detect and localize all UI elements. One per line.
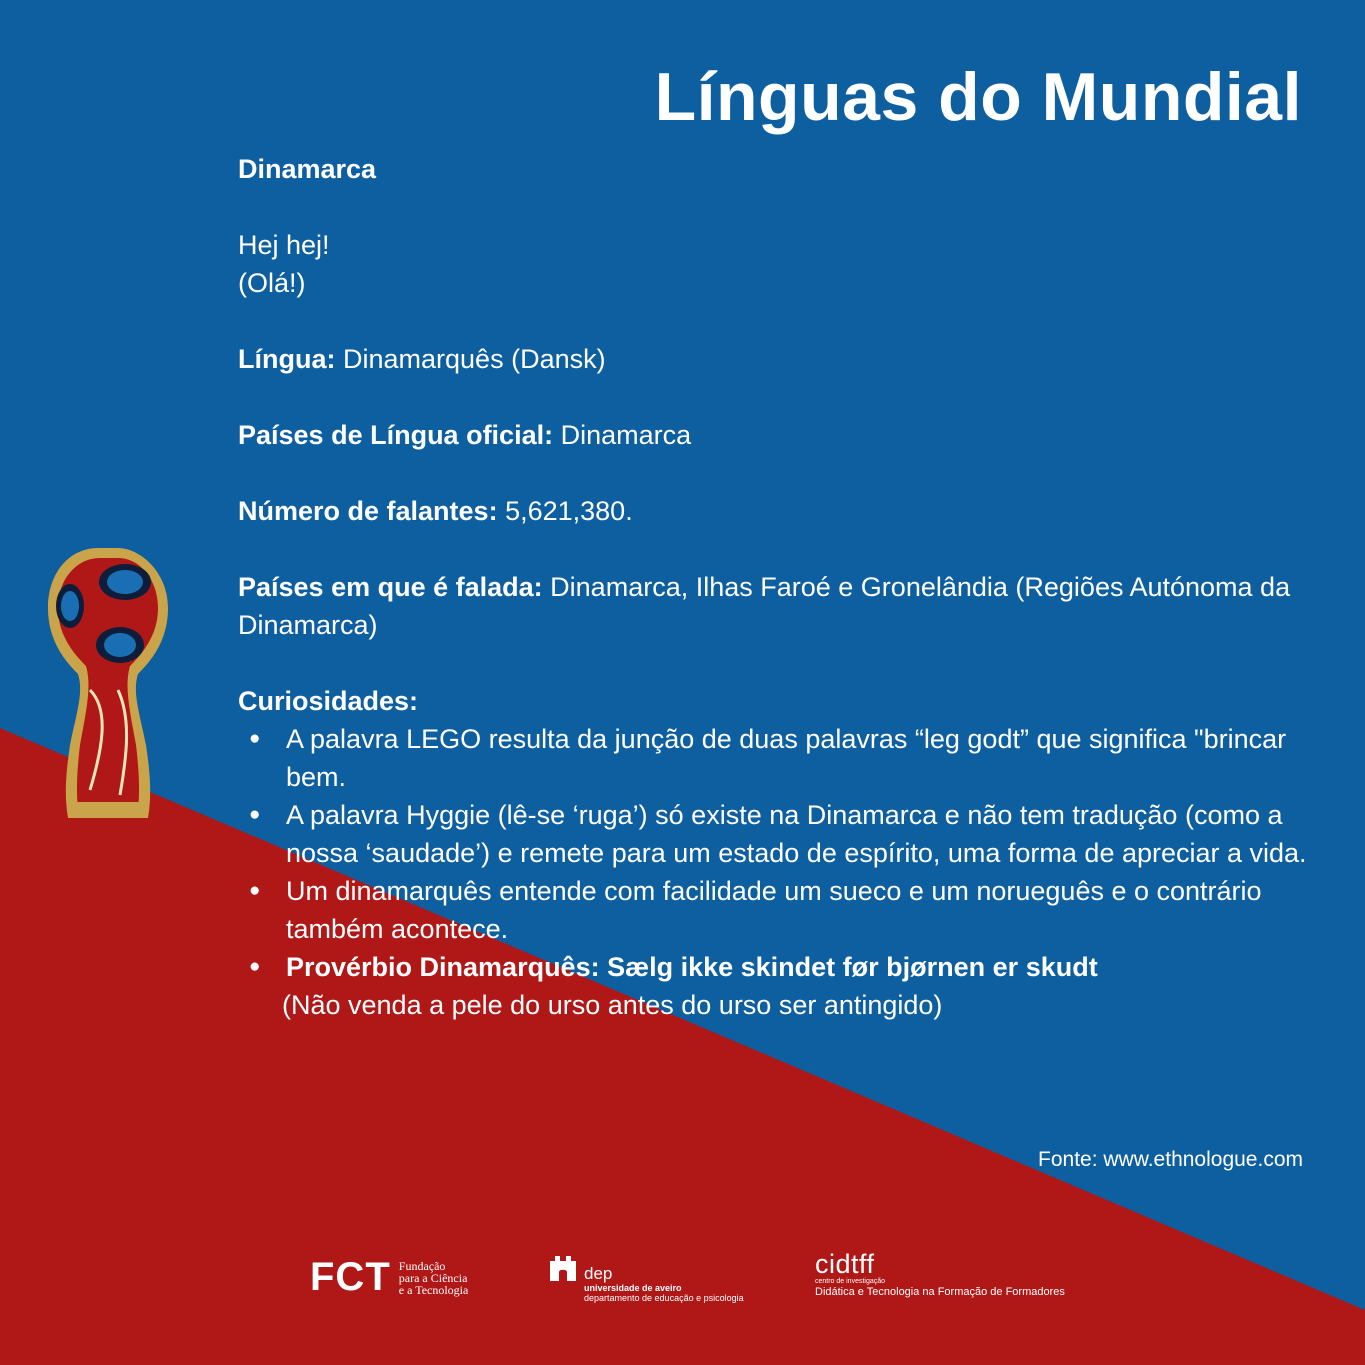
dep-logo: [548, 1253, 744, 1303]
fct-logo: [310, 1255, 468, 1300]
fct-line: para a Ciência: [398, 1270, 468, 1285]
page-title: Línguas do Mundial: [654, 59, 1302, 135]
curiosities-heading: Curiosidades:: [238, 686, 419, 716]
official-countries-label: Países de Língua oficial:: [238, 420, 554, 450]
fct-logo-text: [399, 1260, 469, 1296]
cidtff-logo-mark: cidtff: [815, 1249, 875, 1279]
curiosity-item: ● A palavra Hyggie (lê-se ‘ruga’) só existe na Dinamarca e não tem tradução (como a nossa ‘saudade’) e remete para um estado de espírito, uma forma de apreciar a vida.: [286, 796, 1308, 872]
language-card: [238, 150, 1308, 1024]
world-cup-trophy-icon: [40, 540, 175, 830]
fct-line: Fundação: [398, 1258, 446, 1273]
speakers-line: [238, 492, 1308, 530]
source-note: Fonte: www.ethnologue.com: [1038, 1148, 1303, 1171]
fct-logo-mark: FCT: [310, 1255, 391, 1299]
dep-logo-subtitle: universidade de aveiro: [584, 1283, 682, 1293]
spoken-in-value: Dinamarca, Ilhas Faroé e Gronelândia (Regiões Autónoma da Dinamarca): [238, 572, 1291, 640]
language-label: Língua:: [238, 344, 336, 374]
official-countries-line: [238, 416, 1308, 454]
speakers-value: 5,621,380.: [505, 496, 633, 526]
official-countries-value: Dinamarca: [560, 420, 692, 450]
language-value: Dinamarquês (Dansk): [343, 344, 606, 374]
curiosity-item: ● Um dinamarquês entende com facilidade um sueco e um norueguês e o contrário também acontece.: [286, 872, 1308, 948]
language-line: [238, 340, 1308, 378]
greeting-translation: (Olá!): [238, 268, 306, 298]
cidtff-logo-subtitle: centro de investigação: [815, 1278, 886, 1285]
proverb: ● Provérbio Dinamarquês: Sælg ikke skindet før bjørnen er skudt: [286, 948, 1308, 986]
fct-line: e a Tecnologia: [398, 1282, 469, 1297]
spoken-in-label: Países em que é falada:: [238, 572, 543, 602]
cidtff-logo-subtitle: Didática e Tecnologia na Formação de Formadores: [815, 1286, 1065, 1298]
spoken-in-line: [238, 568, 1308, 644]
cidtff-logo: [815, 1250, 1065, 1299]
curiosity-item: ● A palavra LEGO resulta da junção de duas palavras “leg godt” que significa "brincar bem.: [286, 720, 1308, 796]
proverb-translation: (Não venda a pele do urso antes do urso ser antingido): [282, 990, 943, 1020]
curiosities-list: [238, 720, 1308, 986]
greeting: Hej hej!: [238, 230, 330, 260]
country-name: Dinamarca: [238, 154, 377, 184]
castle-icon: [548, 1253, 578, 1283]
speakers-label: Número de falantes:: [238, 496, 498, 526]
dep-logo-subtitle: departamento de educação e psicologia: [584, 1293, 744, 1303]
dep-logo-name: dep: [584, 1264, 613, 1283]
dep-logo-row: [548, 1253, 744, 1283]
